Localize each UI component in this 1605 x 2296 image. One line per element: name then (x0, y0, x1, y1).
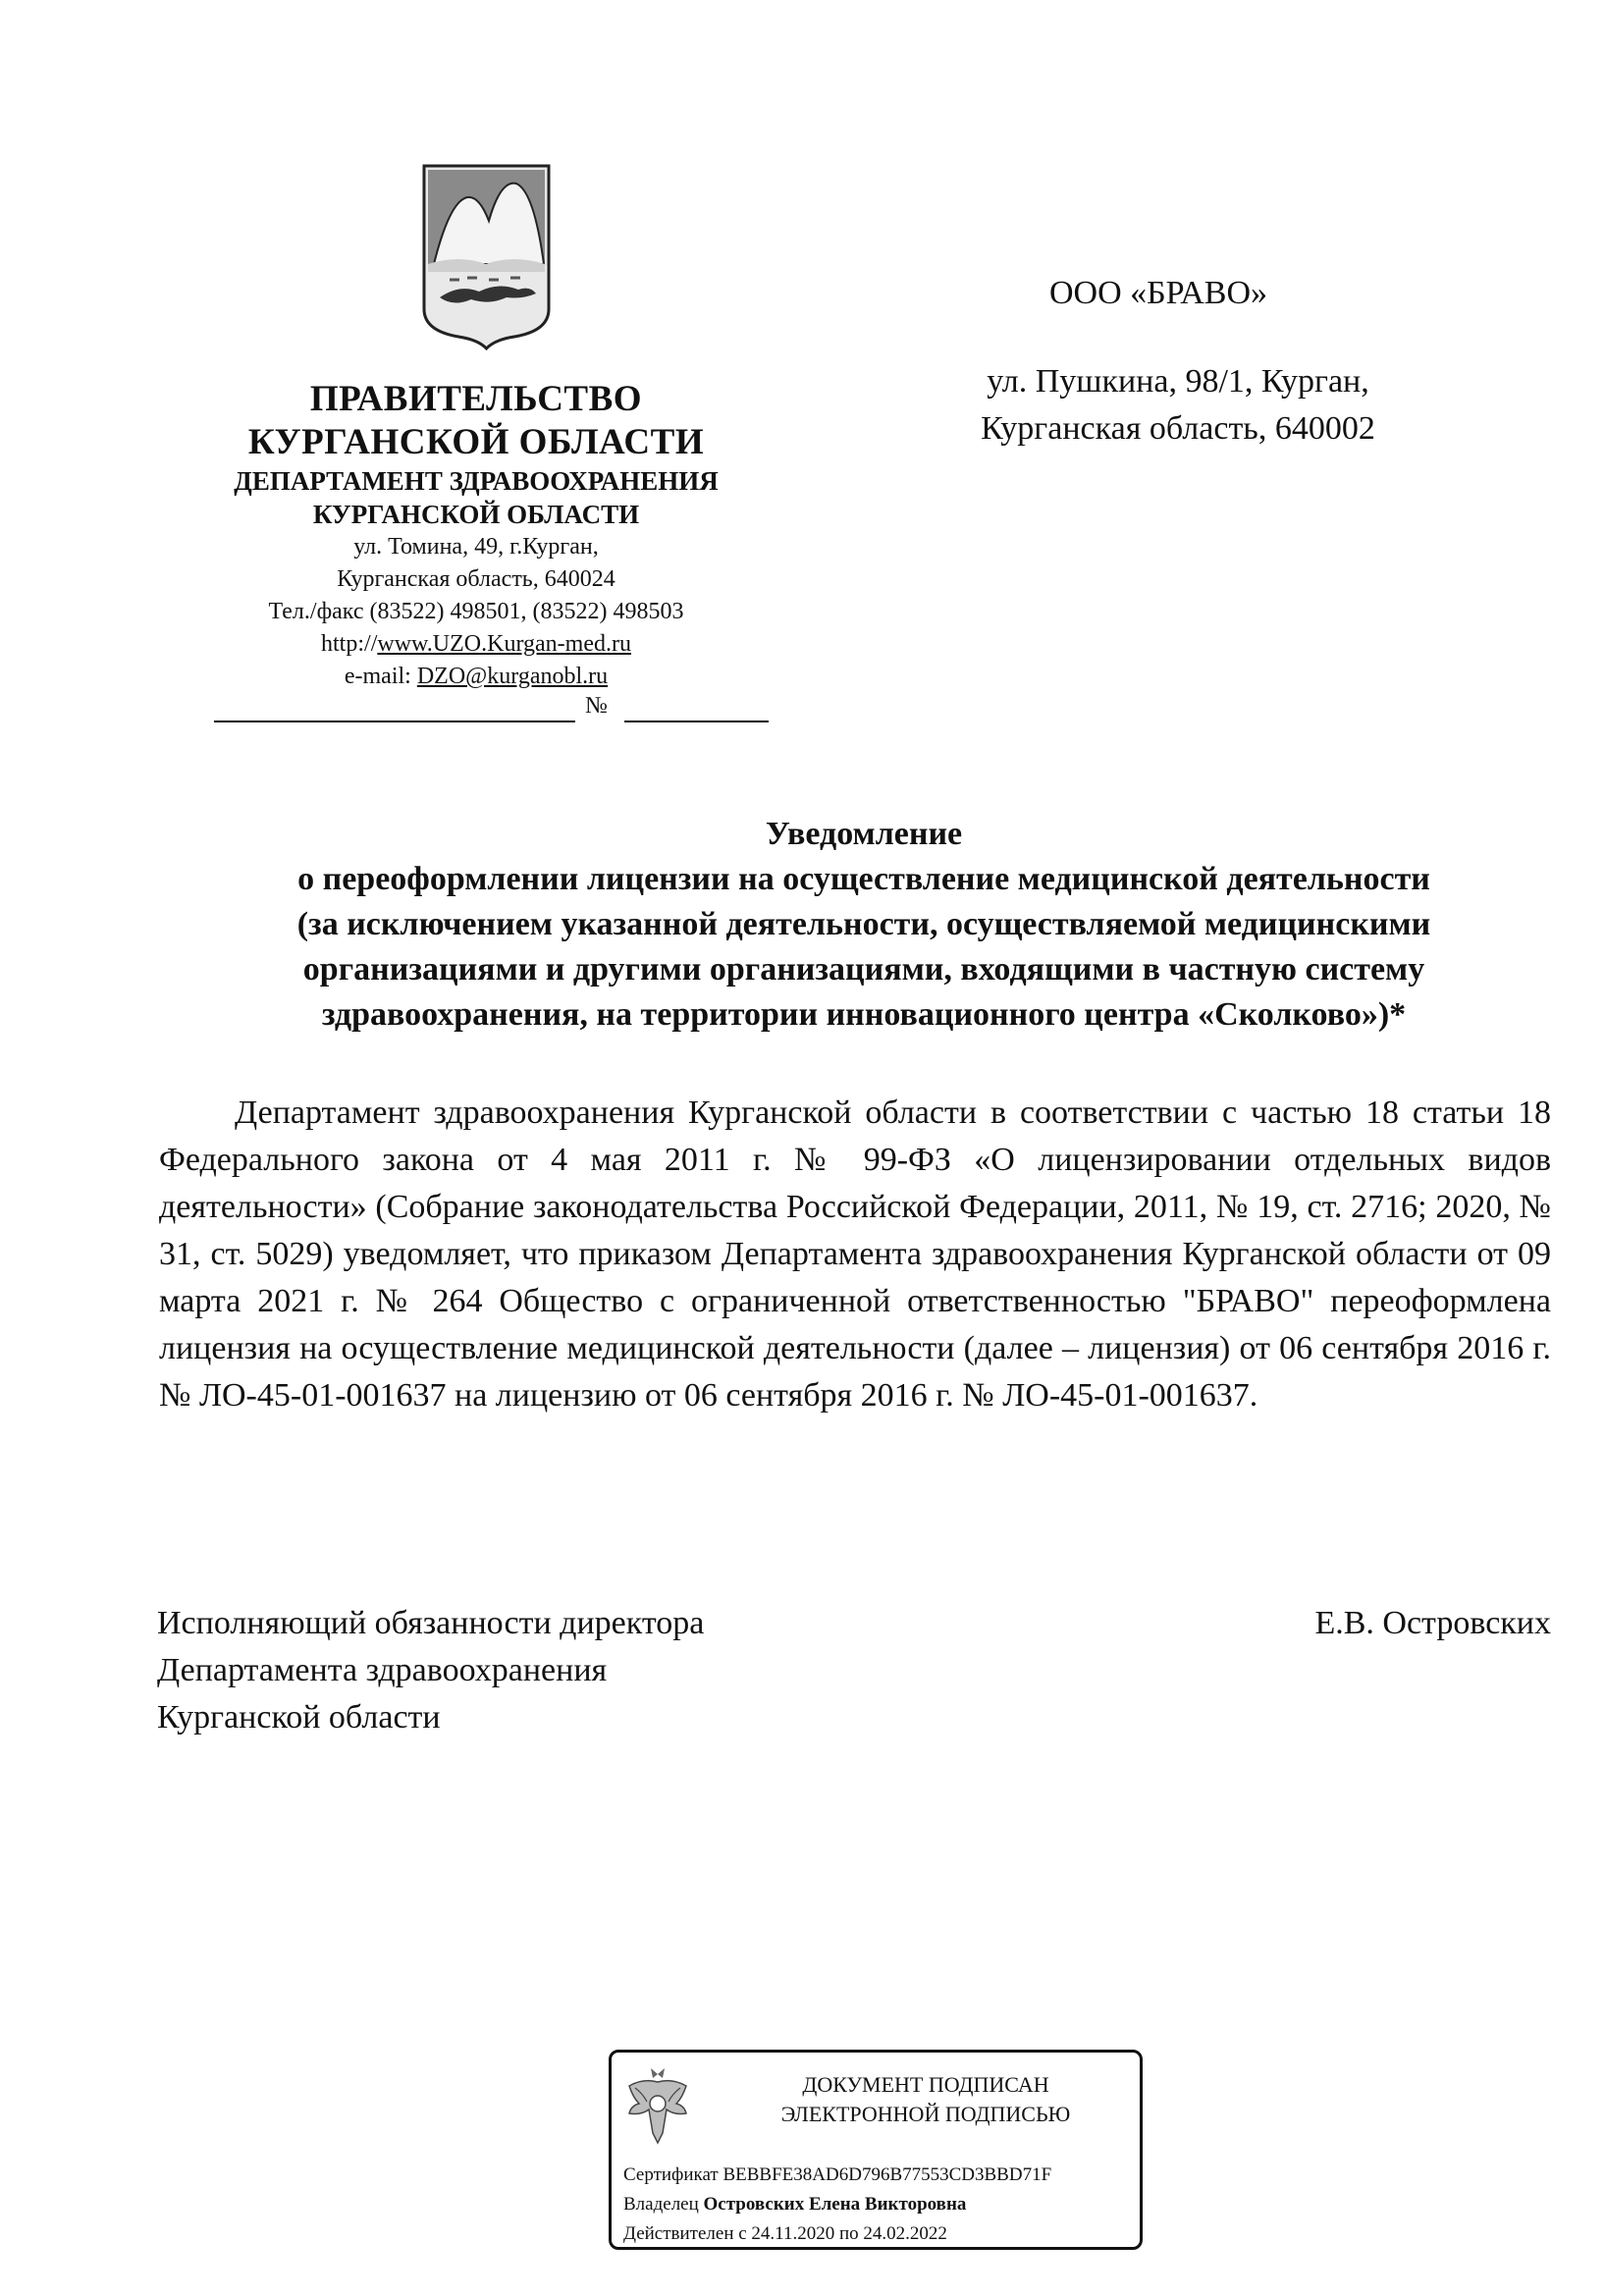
addressee-address-line2: Курганская область, 640002 (981, 410, 1375, 447)
certificate-label: Сертификат (623, 2164, 723, 2185)
esign-details (623, 2161, 1051, 2249)
number-blank-rule (624, 721, 769, 722)
signer-name: Е.В. Островских (1314, 1605, 1551, 1641)
signer-role-line1: Исполняющий обязанности директора (157, 1605, 705, 1641)
email-prefix: e-mail: (344, 664, 417, 689)
sender-email (187, 661, 766, 693)
addressee-address-line1: ул. Пушкина, 98/1, Курган, (987, 363, 1369, 400)
dept-name-line1: ДЕПАРТАМЕНТ ЗДРАВООХРАНЕНИЯ (234, 466, 719, 496)
electronic-signature-stamp (609, 2050, 1143, 2250)
signer-role-line2: Департамента здравоохранения (157, 1652, 608, 1688)
sender-header (187, 378, 766, 693)
esign-owner (623, 2190, 1051, 2219)
certificate-value: BEBBFE38AD6D796B77553CD3BBD71F (722, 2164, 1052, 2185)
gov-name-line1: ПРАВИТЕЛЬСТВО (309, 379, 643, 419)
addressee-block (942, 270, 1453, 453)
esign-heading-line2: ЭЛЕКТРОННОЙ ПОДПИСЬЮ (780, 2102, 1071, 2126)
double-headed-eagle-icon (623, 2064, 692, 2147)
signer-role (157, 1600, 844, 1741)
owner-label: Владелец (623, 2194, 704, 2215)
notice-subtitle-line3: организациями и другими организациями, входящими в частную систему (302, 951, 1425, 988)
dept-name-line2: КУРГАНСКОЙ ОБЛАСТИ (312, 500, 640, 529)
sender-address-line1: ул. Томина, 49, г.Курган, (353, 534, 599, 560)
gov-name-line2: КУРГАНСКОЙ ОБЛАСТИ (247, 422, 705, 462)
esign-certificate (623, 2161, 1051, 2190)
notice-title: Уведомление (765, 816, 963, 852)
owner-value: Островских Елена Викторовна (703, 2194, 967, 2215)
notice-subtitle-line2: (за исключением указанной деятельности, осуществляемой медицинскими (296, 906, 1431, 942)
website-link[interactable]: www.UZO.Kurgan-med.ru (377, 631, 631, 657)
number-sign: № (585, 693, 608, 719)
sender-phone: Тел./факс (83522) 498501, (83522) 498503 (268, 599, 684, 624)
email-link[interactable]: DZO@kurganobl.ru (416, 664, 609, 689)
addressee-address (942, 358, 1414, 453)
notice-subtitle-line1: о переоформлении лицензии на осуществление медицинской деятельности (297, 861, 1430, 897)
notice-body-paragraph: Департамент здравоохранения Курганской области в соответствии с частью 18 статьи 18 Федерального закона от 4 мая 2011 г. № 99-ФЗ «О лицензировании отдельных видов деятельности» (Собрание законодательства Российской Федерации, 2011, № 19, ст. 2716; 2020, № 31, ст. 5029) уведомляет, что приказом Департамента здравоохранения Курганской области от 09 марта 2021 г. № 264 Общество с ограниченной ответственностью "БРАВО" переоформлена лицензия на осуществление медицинской деятельности (далее – лицензия) от 06 сентября 2016 г. № ЛО-45-01-001637 на лицензию от 06 сентября 2016 г. № ЛО-45-01-001637. (159, 1095, 1551, 1414)
sender-website (187, 628, 766, 661)
esign-validity: Действителен с 24.11.2020 по 24.02.2022 (623, 2223, 947, 2244)
sender-address-line2: Курганская область, 640024 (337, 566, 615, 592)
notice-heading (196, 812, 1531, 1038)
date-blank-rule (214, 721, 575, 722)
addressee-org: ООО «БРАВО» (1048, 275, 1268, 311)
region-emblem-icon (420, 162, 553, 350)
esign-heading (729, 2070, 1122, 2129)
esign-heading-line1: ДОКУМЕНТ ПОДПИСАН (802, 2072, 1049, 2097)
registration-number-line (214, 693, 769, 726)
signer-role-line3: Курганской области (157, 1699, 441, 1735)
website-prefix: http:// (321, 631, 378, 657)
notice-subtitle-line4: здравоохранения, на территории инновационного центра «Сколково»)* (321, 996, 1407, 1033)
